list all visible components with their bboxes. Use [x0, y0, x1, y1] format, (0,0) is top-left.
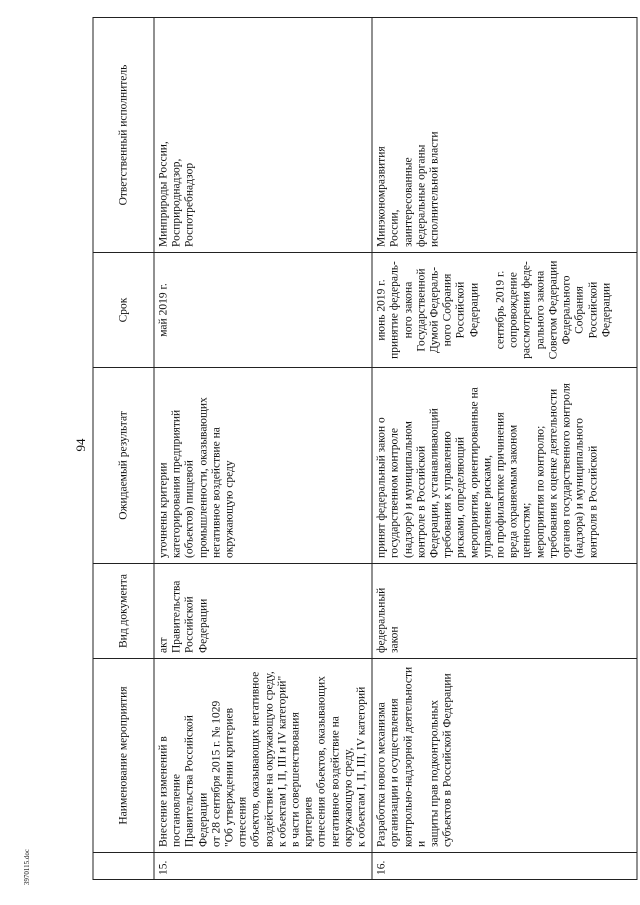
cell-line: воздействие на окружающую среду,	[262, 671, 275, 847]
cell-line: Росприроднадзор,	[170, 158, 183, 247]
cell-line: принятие федераль-	[388, 261, 401, 359]
header-expected-result: Ожидаемый результат	[93, 368, 154, 564]
cell-line: к объектам I, II, III, IV категорий	[355, 686, 368, 847]
page-number: 94	[73, 438, 88, 452]
table-row	[154, 18, 372, 880]
header-document-type: Вид документа	[93, 564, 154, 659]
cell-line: управление рисками,	[480, 454, 493, 558]
cell-line: "Об утверждении критериев отнесения	[223, 707, 249, 847]
cell-line: Разработка нового механизма	[375, 702, 388, 847]
cell-line: субъектов в Российской Федерации	[441, 673, 454, 847]
cell-line: Правительства Российской Федерации	[183, 715, 209, 847]
cell-line: Советом Федерации	[546, 260, 559, 360]
cell-line: промышленности, оказывающих	[196, 397, 209, 558]
executor-cell	[372, 18, 637, 253]
cell-line: май 2019 г.	[157, 283, 169, 337]
cell-line: контроле в Российской	[414, 445, 427, 558]
cell-line: Федерации	[196, 598, 209, 653]
cell-line: негативное воздействие на	[209, 427, 222, 558]
cell-line: отнесения объектов, оказывающих	[315, 676, 328, 847]
cell-line: Российской	[183, 596, 196, 653]
cell-line: защиты прав подконтрольных	[428, 699, 441, 847]
cell-line: России,	[388, 209, 401, 247]
cell-line: федеральные органы	[414, 144, 427, 247]
cell-line: Государственной	[414, 268, 427, 352]
cell-line: закон	[388, 626, 401, 653]
cell-line: (надзоре) и муниципальном	[401, 421, 414, 558]
cell-line: рассмотрения феде-	[520, 261, 533, 359]
measures-table	[92, 17, 637, 880]
cell-line: Федерации	[599, 282, 612, 338]
cell-line: ценностям;	[520, 502, 533, 558]
cell-line: мероприятия по контролю;	[533, 425, 546, 558]
cell-line: Правительства	[170, 580, 183, 653]
term-cell	[372, 253, 637, 368]
cell-line: Федерального	[560, 275, 573, 345]
cell-line: Российской	[586, 281, 599, 339]
cell-line: Минприроды России,	[157, 141, 169, 247]
cell-line: окружающую среду,	[341, 747, 354, 847]
document-code: 3970115.doc	[23, 848, 31, 886]
cell-line: к объектам I, II, III и IV категорий"	[275, 675, 288, 847]
cell-line: объектов, оказывающих негативное	[249, 671, 262, 847]
expected-result-cell	[372, 368, 637, 564]
cell-line: Роспотребнадзор	[183, 162, 196, 247]
cell-line: государственном контроле	[388, 427, 401, 558]
cell-line: в части совершенствования критериев	[289, 712, 315, 847]
measure-name-cell	[154, 659, 372, 853]
cell-line: Собрания	[573, 286, 586, 334]
header-measure-name: Наименование мероприятия	[93, 659, 154, 853]
cell-line: Думой Федераль-	[428, 266, 441, 354]
header-number	[93, 853, 154, 880]
cell-line: требования к оценке деятельности	[546, 388, 559, 558]
cell-line: негативное воздействие на	[328, 716, 341, 847]
cell-line: акт	[157, 637, 169, 653]
cell-line: по профилактике причинения	[494, 412, 507, 558]
cell-line: ного закона	[401, 281, 414, 339]
cell-line: рисками, определяющий	[454, 436, 467, 558]
table-header-row	[93, 18, 154, 880]
cell-line: (надзора) и муниципального	[573, 418, 586, 558]
cell-line: уточнены критерии	[157, 462, 169, 558]
row-number: 15.	[154, 853, 372, 880]
cell-line: (объектов) пищевой	[183, 460, 196, 558]
header-term: Срок	[93, 253, 154, 368]
cell-line	[481, 258, 494, 362]
cell-line: Внесение изменений в постановление	[157, 736, 183, 847]
measure-name-cell	[372, 659, 637, 853]
cell-line: исполнительной власти	[428, 131, 441, 247]
cell-line: категорирования предприятий	[170, 409, 183, 558]
cell-line: окружающую среду	[223, 460, 236, 558]
expected-result-cell	[154, 368, 372, 564]
cell-line: ного Собрания	[441, 273, 454, 347]
cell-line: заинтересованные	[401, 157, 414, 247]
cell-line: сентябрь 2019 г.	[494, 270, 507, 350]
cell-line: Российской	[454, 281, 467, 339]
cell-line: от 28 сентября 2015 г. № 1029	[209, 700, 222, 847]
document-type-cell	[372, 564, 637, 659]
cell-line: контрольно-надзорной деятельности и	[401, 666, 427, 847]
row-number: 16.	[372, 853, 637, 880]
cell-line: требования к управлению	[441, 431, 454, 558]
term-cell	[154, 253, 372, 368]
cell-line: Федерации, устанавливающий	[428, 408, 441, 558]
executor-cell	[154, 18, 372, 253]
cell-line: сопровождение	[507, 272, 520, 348]
table-row	[372, 18, 637, 880]
document-type-cell	[154, 564, 372, 659]
header-executor: Ответственный исполнитель	[93, 18, 154, 253]
cell-line: принят федеральный закон о	[375, 417, 388, 558]
cell-line: контроля в Российской	[586, 445, 599, 558]
measures-table-container	[92, 18, 637, 880]
cell-line: мероприятия, ориентированные на	[467, 387, 480, 558]
cell-line: Федерации	[467, 282, 480, 338]
cell-line: июнь 2019 г.	[375, 279, 388, 341]
cell-line: вреда охраняемым законом	[507, 424, 520, 558]
cell-line: федеральный	[375, 587, 388, 653]
cell-line: организации и осуществления	[388, 698, 401, 847]
cell-line: рального закона	[533, 270, 546, 350]
cell-line: органов государственного контроля	[560, 383, 573, 558]
cell-line: Минэкономразвития	[375, 146, 388, 247]
